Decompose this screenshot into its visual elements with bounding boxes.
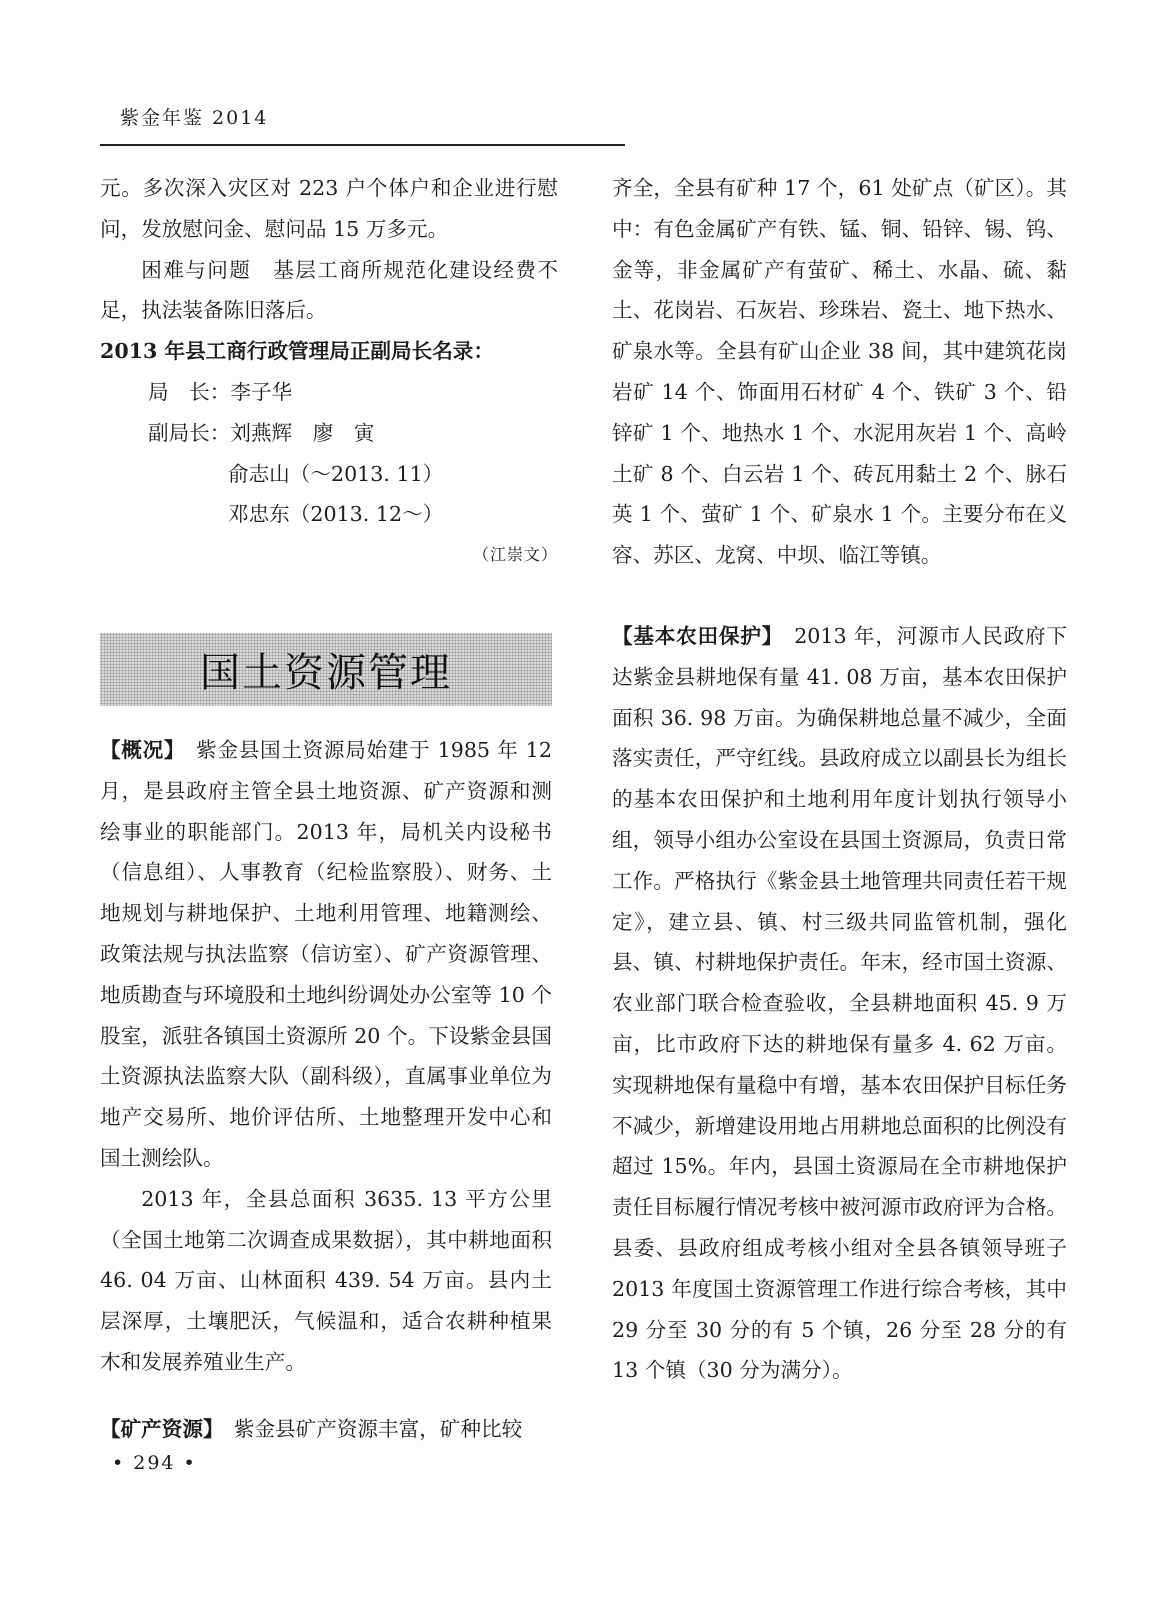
paragraph-difficulty <box>100 250 558 332</box>
roster-item: 邓忠东（2013. 12～） <box>228 502 444 527</box>
spacer <box>612 576 1067 616</box>
overview-paragraph <box>100 730 552 1179</box>
difficulty-text: 基层工商所规范化建设经费不足，执法装备陈旧落后。 <box>100 257 559 323</box>
roster-list <box>100 372 558 535</box>
roster-item: 局 长：李子华 <box>148 379 293 404</box>
section-banner <box>100 633 552 706</box>
roster-item: 副局长：刘燕辉 廖 寅 <box>148 420 375 445</box>
farmland-label: 【基本农田保护】 <box>612 623 773 648</box>
left-column-body <box>100 730 552 1450</box>
farmland-text: 2013 年，河源市人民政府下达紫金县耕地保有量 41. 08 万亩，基本农田保护面积 36. 98 万亩。为确保耕地总量不减少，全面落实责任，严守红线。县政府成立以副县长为组长的基本农田保护和土地利用年度计划执行领导小组，领导小组办公室设在县国土资源局，负责日常工作。严格执行《紫金县土地管理共同责任若干规定》，建立县、镇、村三级共同监管机制，强化县、镇、村耕地保护责任。年末，经市国土资源、农业部门联合检查验收，全县耕地面积 45. 9 万亩，比市政府下达的耕地保有量多 4. 62 万亩。实现耕地保有量稳中有增，基本农田保护目标任务不减少，新增建设用地占用耕地总面积的比例没有超过 15%。年内，县国土资源局在全市耕地保护责任目标履行情况考核中被河源市政府评为合格。县委、县政府组成考核小组对全县各镇领导班子 2013 年度国土资源管理工作进行综合考核，其中 29 分至 30 分的有 5 个镇，26 分至 28 分的有 13 个镇（30 分为满分）。 <box>612 623 1067 1383</box>
overview-label: 【概况】 <box>100 738 175 762</box>
overview-text: 紫金县国土资源局始建于 1985 年 12 月，是县政府主管全县土地资源、矿产资源和测绘事业的职能部门。2013 年，局机关内设秘书（信息组）、人事教育（纪检监察股）、财务、土地规划与耕地保护、土地利用管理、地籍测绘、政策法规与执法监察（信访室）、矿产资源管理、地质勘查与环境股和土地纠纷调处办公室等 10 个股室，派驻各镇国土资源所 20 个。下设紫金县国土资源执法监察大队（副科级），直属事业单位为地产交易所、地价评估所、土地整理开发中心和国土测绘队。 <box>100 738 553 1170</box>
roster-title: 2013 年县工商行政管理局正副局长名录： <box>100 339 494 364</box>
difficulty-label: 困难与问题 <box>141 257 252 282</box>
left-column-top <box>100 168 558 576</box>
author-credit: （江崇文） <box>472 545 558 565</box>
minerals-paragraph-continued: 齐全，全县有矿种 17 个，61 处矿点（矿区）。其中：有色金属矿产有铁、锰、铜、铅锌、锡、钨、金等，非金属矿产有萤矿、稀土、水晶、硫、黏土、花岗岩、石灰岩、珍珠岩、瓷土、地下热水、矿泉水等。全县有矿山企业 38 间，其中建筑花岗岩矿 14 个、饰面用石材矿 4 个、铁矿 3 个、铅锌矿 1 个、地热水 1 个、水泥用灰岩 1 个、高岭土矿 8 个、白云岩 1 个、砖瓦用黏土 2 个、脉石英 1 个、萤矿 1 个、矿泉水 1 个。主要分布在义容、苏区、龙窝、中坝、临江等镇。 <box>612 176 1067 568</box>
paragraph-relief: 元。多次深入灾区对 223 户个体户和企业进行慰问，发放慰问金、慰问品 15 万多元。 <box>100 176 558 241</box>
header-rule <box>100 144 625 146</box>
minerals-paragraph-start <box>100 1409 552 1450</box>
right-column <box>612 168 1067 1391</box>
spacer <box>100 1383 552 1409</box>
roster-item: 俞志山（～2013. 11） <box>228 461 444 486</box>
area-paragraph: 2013 年，全县总面积 3635. 13 平方公里（全国土地第二次调查成果数据），其中耕地面积 46. 04 万亩、山林面积 439. 54 万亩。县内土层深厚，土壤肥沃，气候温和，适合农耕种植果木和发展养殖业生产。 <box>100 1186 552 1374</box>
running-header: 紫金年鉴 2014 <box>120 107 269 129</box>
page-number: • 294 • <box>112 1452 197 1474</box>
minerals-label: 【矿产资源】 <box>100 1416 214 1441</box>
section-title: 国土资源管理 <box>200 650 452 696</box>
minerals-text-start: 紫金县矿产资源丰富，矿种比较 <box>233 1416 523 1441</box>
farmland-paragraph <box>612 616 1067 1391</box>
